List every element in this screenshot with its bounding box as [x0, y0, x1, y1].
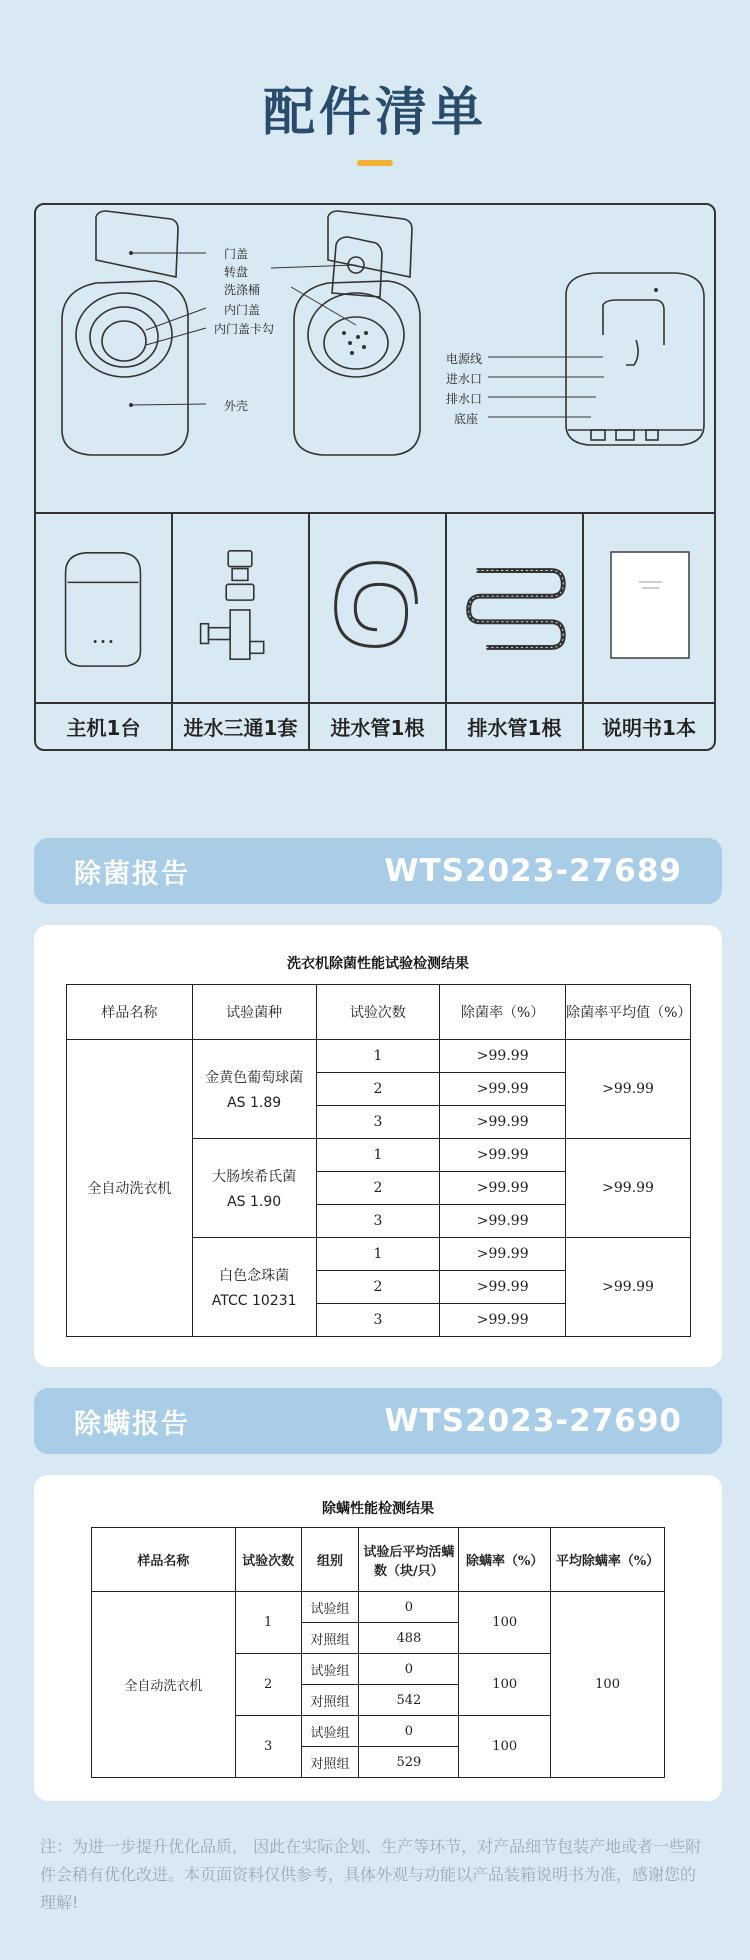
strain-name: 大肠埃希氏菌 [212, 1169, 297, 1185]
rate-cell: >99.99 [440, 1205, 566, 1238]
table-title: 洗衣机除菌性能试验检测结果 [287, 956, 469, 972]
group-cell: 试验组 [301, 1716, 359, 1747]
col-header: 除螨率（%） [459, 1528, 551, 1592]
page-title: 配件清单 [262, 83, 487, 143]
callout-power-cord: 电源线 [446, 352, 483, 366]
group-cell: 对照组 [301, 1685, 359, 1716]
avg-cell: >99.99 [566, 1040, 691, 1139]
avg-cell: 100 [551, 1592, 665, 1778]
tee-connector-icon [173, 512, 308, 702]
accessory-item [584, 512, 714, 749]
strain-name: 白色念珠菌 [219, 1268, 290, 1284]
col-header: 平均除螨率（%） [551, 1528, 665, 1592]
col-header: 样品名称 [92, 1528, 236, 1592]
accessory-item [173, 512, 310, 749]
accessory-label: 排水管1根 [447, 702, 582, 749]
rate-cell: >99.99 [440, 1304, 566, 1337]
drain-hose-icon [447, 512, 582, 702]
strain-cell [192, 1040, 316, 1139]
avg-cell: >99.99 [566, 1139, 691, 1238]
group-cell: 对照组 [301, 1623, 359, 1654]
mite-table [91, 1527, 665, 1778]
accessory-label: 进水管1根 [310, 702, 445, 749]
run-cell: 2 [316, 1271, 440, 1304]
group-cell: 对照组 [301, 1747, 359, 1778]
rate-cell: >99.99 [440, 1271, 566, 1304]
run-cell: 3 [316, 1205, 440, 1238]
run-cell: 3 [316, 1106, 440, 1139]
callout-turntable: 转盘 [224, 265, 249, 279]
col-header: 试验次数 [316, 985, 440, 1040]
callout-door-lid: 门盖 [224, 247, 249, 261]
mite-report-card [34, 1475, 722, 1801]
report-code: WTS2023-27690 [384, 1403, 682, 1439]
accessory-label: 说明书1本 [584, 702, 714, 749]
sterilization-report-banner [34, 838, 722, 904]
report-name: 除螨报告 [74, 1408, 190, 1440]
run-cell: 2 [316, 1172, 440, 1205]
strain-name: 金黄色葡萄球菌 [205, 1070, 304, 1086]
count-cell: 488 [359, 1623, 459, 1654]
run-cell: 1 [316, 1040, 440, 1073]
accessory-label: 主机1台 [36, 702, 171, 749]
col-header: 试验菌种 [192, 985, 316, 1040]
callout-inlet: 进水口 [446, 372, 483, 386]
accessories-panel [34, 203, 716, 751]
strain-code: AS 1.89 [227, 1095, 282, 1111]
run-cell: 1 [235, 1592, 301, 1654]
machine-diagram [36, 205, 714, 514]
accessory-label: 进水三通1套 [173, 702, 308, 749]
group-cell: 试验组 [301, 1592, 359, 1623]
strain-cell [192, 1139, 316, 1238]
manual-icon [584, 512, 714, 702]
strain-cell [192, 1238, 316, 1337]
rate-cell: >99.99 [440, 1040, 566, 1073]
count-cell: 542 [359, 1685, 459, 1716]
rate-cell: >99.99 [440, 1106, 566, 1139]
title-underline [357, 160, 393, 166]
rate-cell: >99.99 [440, 1073, 566, 1106]
col-header: 除菌率（%） [440, 985, 566, 1040]
accessory-item [447, 512, 584, 749]
rate-cell: >99.99 [440, 1172, 566, 1205]
sterilization-table [66, 984, 691, 1337]
accessory-item [36, 512, 173, 749]
report-name: 除菌报告 [74, 858, 190, 890]
col-header: 组别 [301, 1528, 359, 1592]
callout-base: 底座 [454, 412, 479, 426]
table-title: 除螨性能检测结果 [322, 1501, 434, 1517]
rate-cell: 100 [459, 1592, 551, 1654]
inlet-hose-icon [310, 512, 445, 702]
run-cell: 2 [235, 1654, 301, 1716]
run-cell: 1 [316, 1238, 440, 1271]
count-cell: 0 [359, 1654, 459, 1685]
run-cell: 3 [235, 1716, 301, 1778]
disclaimer-note: 注：为进一步提升优化品质， 因此在实际企划、生产等环节，对产品细节包装产地或者一些附件会稍有优化改进。本页面资料仅供参考，具体外观与功能以产品装箱说明书为准，感谢您的理解! [40, 1837, 702, 1912]
callout-wash-tub: 洗涤桶 [224, 283, 261, 297]
run-cell: 2 [316, 1073, 440, 1106]
count-cell: 0 [359, 1716, 459, 1747]
accessory-list [36, 512, 714, 749]
col-header: 试验次数 [235, 1528, 301, 1592]
count-cell: 0 [359, 1592, 459, 1623]
avg-cell: >99.99 [566, 1238, 691, 1337]
sterilization-report-card [34, 925, 722, 1367]
col-header: 试验后平均活螨数（块/只） [359, 1528, 459, 1592]
col-header: 除菌率平均值（%） [566, 985, 691, 1040]
accessory-item [310, 512, 447, 749]
callout-drain: 排水口 [446, 392, 483, 406]
callout-inner-lid-hook: 内门盖卡勾 [214, 322, 275, 336]
strain-code: ATCC 10231 [211, 1293, 297, 1309]
rate-cell: >99.99 [440, 1238, 566, 1271]
washer-icon [36, 512, 171, 702]
rate-cell: 100 [459, 1716, 551, 1778]
strain-code: AS 1.90 [227, 1194, 282, 1210]
run-cell: 1 [316, 1139, 440, 1172]
col-header: 样品名称 [67, 985, 193, 1040]
callout-shell: 外壳 [224, 399, 249, 413]
rate-cell: >99.99 [440, 1139, 566, 1172]
callout-inner-lid: 内门盖 [224, 303, 261, 317]
rate-cell: 100 [459, 1654, 551, 1716]
washer-diagram-icon [36, 205, 714, 512]
sample-name: 全自动洗衣机 [92, 1592, 236, 1778]
run-cell: 3 [316, 1304, 440, 1337]
report-code: WTS2023-27689 [384, 853, 682, 889]
sample-name: 全自动洗衣机 [67, 1040, 193, 1337]
count-cell: 529 [359, 1747, 459, 1778]
mite-report-banner [34, 1388, 722, 1454]
group-cell: 试验组 [301, 1654, 359, 1685]
